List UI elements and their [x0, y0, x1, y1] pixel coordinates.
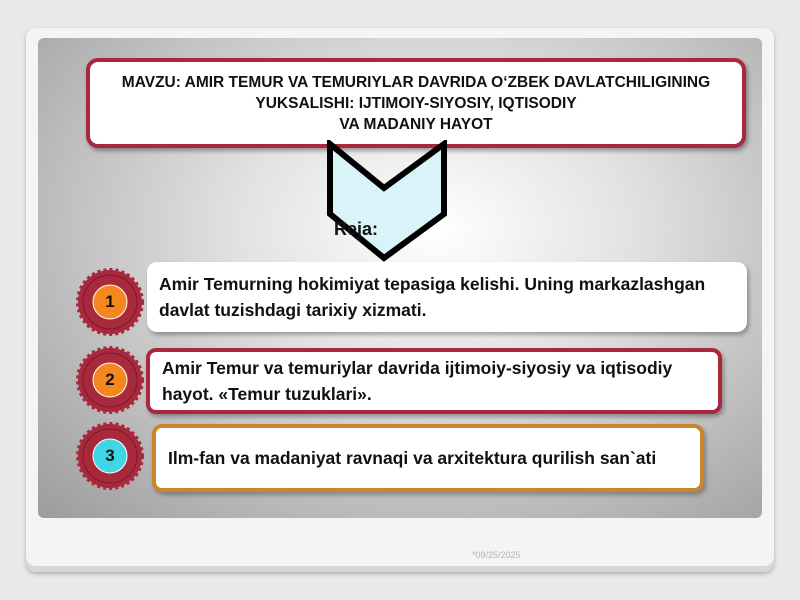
list-item-text: Amir Temur va temuriylar davrida ijtimoiy-siyosiy va iqtisodiy hayot. «Temur tuzuklari». — [162, 358, 673, 404]
title-box — [86, 58, 746, 148]
item-number: 3 — [105, 446, 115, 465]
list-item — [146, 348, 722, 414]
item-number-badge — [76, 268, 144, 336]
list-item-text: Amir Temurning hokimiyat tepasiga kelishi. Uning markazlashgan davlat tuzishdagi tarixiy xizmati. — [159, 274, 706, 320]
footer-date: *09/25/2025 — [472, 550, 521, 560]
down-arrow-icon — [326, 140, 450, 262]
item-number: 2 — [105, 370, 115, 389]
item-number: 1 — [105, 292, 115, 311]
list-item-text: Ilm-fan va madaniyat ravnaqi va arxitektura qurilish san`ati — [168, 448, 657, 468]
slide-title: MAVZU: AMIR TEMUR VA TEMURIYLAR DAVRIDA O‘ZBEK DAVLATCHILIGINING YUKSALISHI: IJTIMOIY-SIYOSIY, IQTISODIY VA MADANIY HAYOT — [121, 73, 711, 133]
item-number-badge — [76, 422, 144, 490]
plan-label: Reja: — [334, 219, 379, 239]
list-item — [147, 262, 747, 332]
list-item — [152, 424, 704, 492]
item-number-badge — [76, 346, 144, 414]
